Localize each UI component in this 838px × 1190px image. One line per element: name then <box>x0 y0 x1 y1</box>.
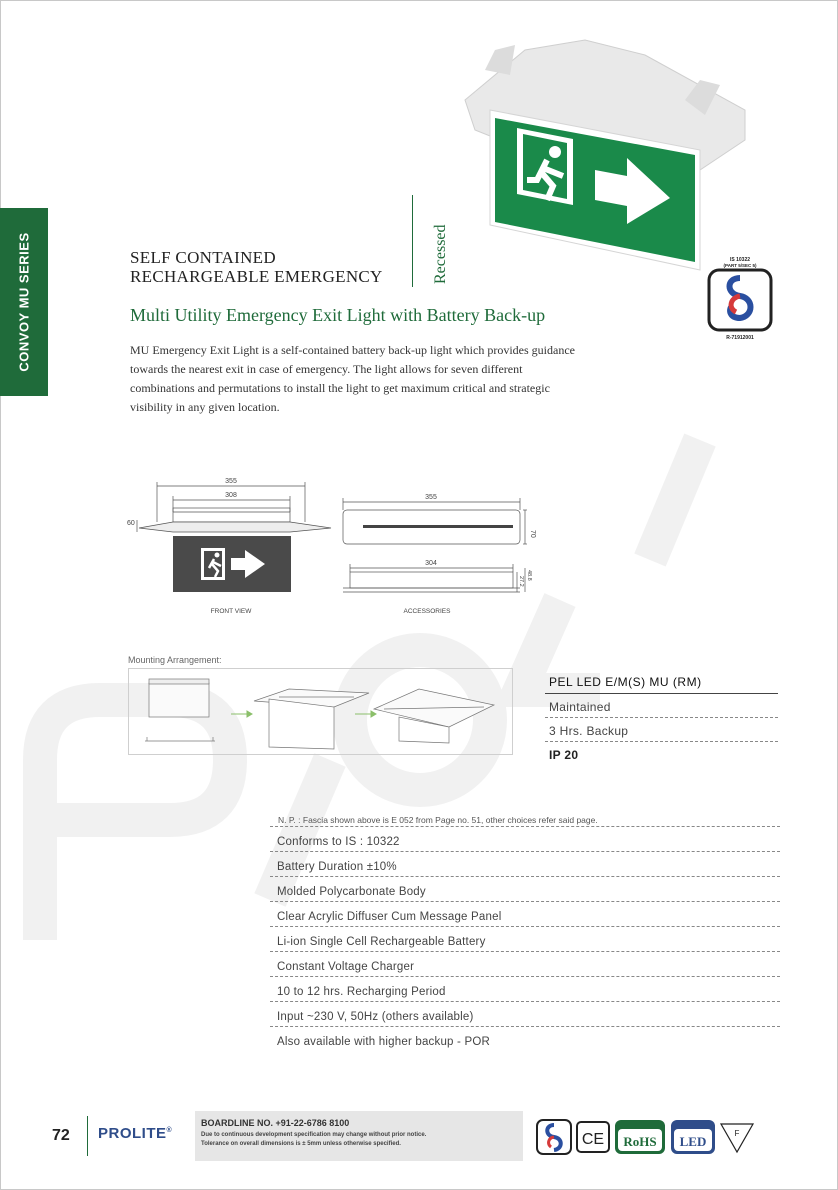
front-width-inner: 308 <box>225 492 237 499</box>
series-label: CONVOY MU SERIES <box>16 232 32 372</box>
model-ip-rating: IP 20 <box>549 748 579 762</box>
model-mode: Maintained <box>545 694 778 718</box>
rohs-mark: RoHS <box>623 1134 657 1149</box>
mounting-label: Mounting Arrangement: <box>128 655 222 665</box>
disclaimer-line-1: Due to continuous development specification may change without prior notice. <box>201 1132 427 1138</box>
acc-width: 355 <box>425 494 437 501</box>
title-line-2: RECHARGEABLE EMERGENCY <box>130 267 383 286</box>
badge-part: (PART 5/SEC 5) <box>723 263 757 268</box>
feature-list <box>270 826 780 1051</box>
technical-drawing <box>125 472 545 622</box>
front-width-outer: 355 <box>225 478 237 485</box>
feature-item: Clear Acrylic Diffuser Cum Message Panel <box>270 901 780 926</box>
front-view-label: FRONT VIEW <box>210 608 252 615</box>
title-divider <box>412 195 413 287</box>
mounting-arrangement-figure <box>128 668 513 755</box>
acc-height: 70 <box>529 530 536 538</box>
front-height: 60 <box>127 520 135 527</box>
disclaimer-line-2: Tolerance on overall dimensions is ± 5mm unless otherwise specified. <box>201 1141 401 1147</box>
product-photo <box>455 30 755 280</box>
product-description: MU Emergency Exit Light is a self-contained battery back-up light which provides guidance towards the nearest exit in case of emergency. The light allows for seven different combinations and permutations to install the light to get maximum critical and strategic visibility in any given location. <box>130 343 575 414</box>
product-subtitle: Multi Utility Emergency Exit Light with Battery Back-up <box>130 305 546 325</box>
certification-icons <box>535 1114 757 1160</box>
fascia-note: N. P. : Fascia shown above is E 052 from Page no. 51, other choices refer said page. <box>278 815 598 825</box>
feature-item: Constant Voltage Charger <box>270 951 780 976</box>
series-side-tab <box>0 208 48 396</box>
accessories-label: ACCESSORIES <box>403 608 451 615</box>
feature-item: Also available with higher backup - POR <box>270 1026 780 1051</box>
prolite-logo: PROLITE® <box>98 1125 173 1142</box>
page-number: 72 <box>52 1127 70 1144</box>
title-line-1: SELF CONTAINED <box>130 248 276 267</box>
logo-text: PROLITE <box>98 1125 167 1142</box>
feature-item: Molded Polycarbonate Body <box>270 876 780 901</box>
feature-item: 10 to 12 hrs. Recharging Period <box>270 976 780 1001</box>
led-mark: LED <box>679 1134 707 1149</box>
contact-box <box>195 1111 523 1161</box>
feature-item: Conforms to IS : 10322 <box>270 826 780 851</box>
badge-standard: IS 10322 <box>729 257 751 263</box>
acc-depth-2: 48.8 <box>526 570 532 581</box>
acc-depth-1: 27.2 <box>518 576 524 587</box>
badge-license: R-71912001 <box>726 335 754 341</box>
feature-item: Battery Duration ±10% <box>270 851 780 876</box>
f-mark: F <box>734 1129 740 1138</box>
model-backup: 3 Hrs. Backup <box>545 718 778 742</box>
footer-divider <box>87 1116 88 1156</box>
isi-certification-badge <box>706 256 774 342</box>
ce-mark: CE <box>581 1131 605 1148</box>
boardline-number: BOARDLINE NO. +91-22-6786 8100 <box>201 1118 350 1128</box>
product-title <box>130 248 383 286</box>
variant-label: Recessed <box>432 224 449 284</box>
acc-inner-width: 304 <box>425 560 437 567</box>
model-spec-block <box>545 673 778 765</box>
model-name: PEL LED E/M(S) MU (RM) <box>545 673 778 694</box>
feature-item: Input ~230 V, 50Hz (others available) <box>270 1001 780 1026</box>
feature-item: Li-ion Single Cell Rechargeable Battery <box>270 926 780 951</box>
